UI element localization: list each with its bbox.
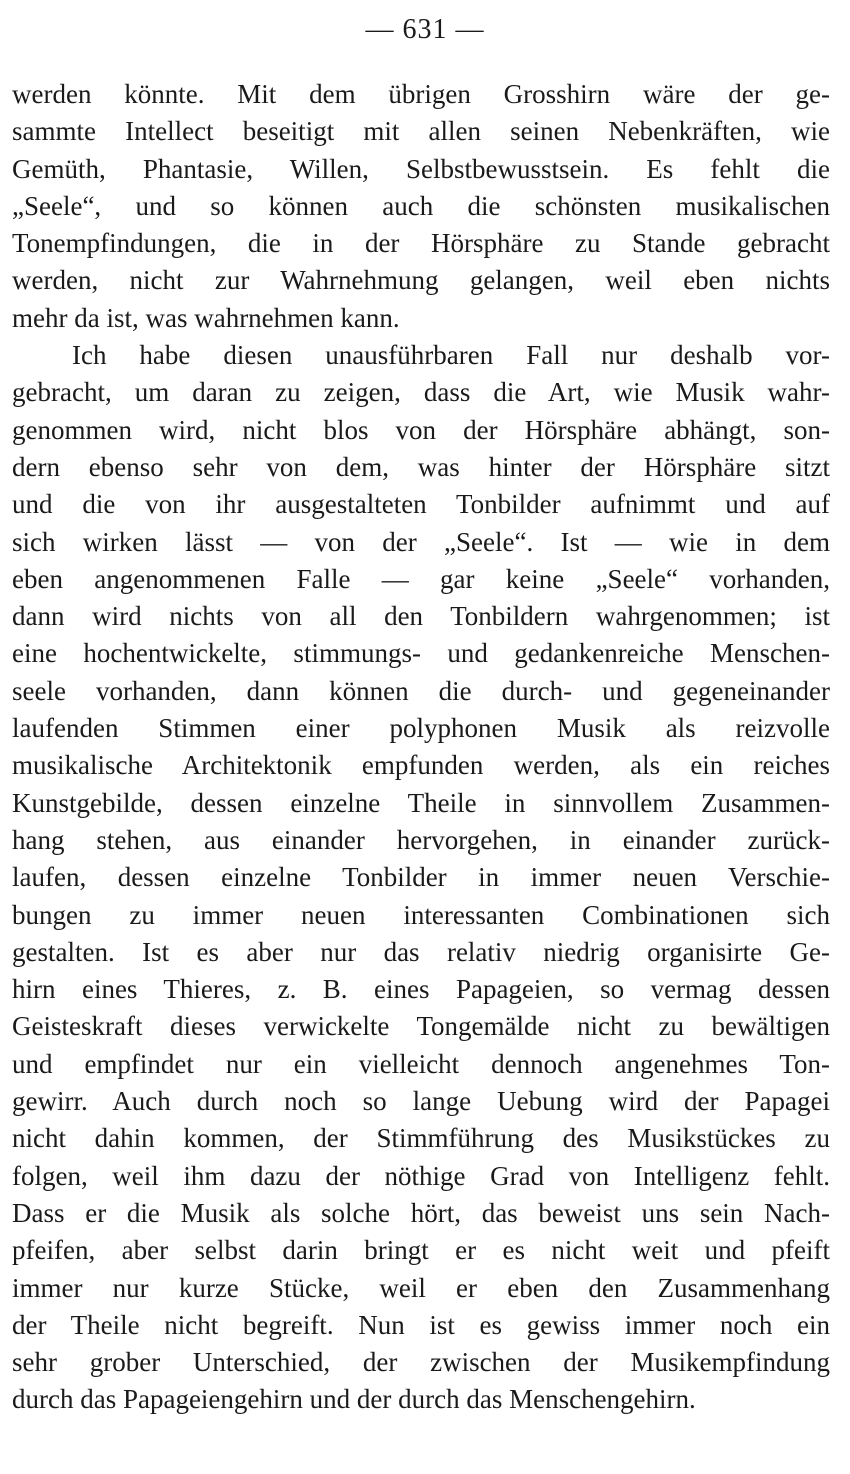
text-line: mehr da ist, was wahrnehmen kann. <box>12 302 400 333</box>
text-line: Gemüth, Phantasie, Willen, Selbstbewusstsein. Es fehlt die <box>12 153 830 184</box>
text-line: und die von ihr ausgestalteten Tonbilder aufnimmt und auf <box>12 489 830 520</box>
text-line: gestalten. Ist es aber nur das relativ niedrig organisirte Ge- <box>12 936 830 967</box>
text-line: gebracht, um daran zu zeigen, dass die Art, wie Musik wahr- <box>12 377 830 408</box>
text-line: sammte Intellect beseitigt mit allen seinen Nebenkräften, wie <box>12 116 830 147</box>
text-line: werden könnte. Mit dem übrigen Grosshirn wäre der ge- <box>12 79 830 109</box>
text-line: der Theile nicht begreift. Nun ist es gewiss immer noch ein <box>12 1309 830 1340</box>
text-line: Kunstgebilde, dessen einzelne Theile in sinnvollem Zusammen- <box>12 787 830 818</box>
text-line: musikalische Architektonik empfunden werden, als ein reiches <box>12 750 830 781</box>
text-line: eben angenommenen Falle — gar keine „Seele“ vorhanden, <box>12 563 830 594</box>
text-line: folgen, weil ihm dazu der nöthige Grad von Intelligenz fehlt. <box>12 1160 830 1191</box>
paragraph-first-line: Ich habe diesen unausführbaren Fall nur deshalb vor- <box>72 340 830 371</box>
text-line: laufen, dessen einzelne Tonbilder in immer neuen Verschie- <box>12 862 830 893</box>
text-line: durch das Papageiengehirn und der durch das Menschengehirn. <box>12 1384 696 1415</box>
text-line: laufenden Stimmen einer polyphonen Musik als reizvolle <box>12 713 830 744</box>
text-line: Tonempfindungen, die in der Hörsphäre zu Stande gebracht <box>12 228 830 259</box>
text-line: dern ebenso sehr von dem, was hinter der Hörsphäre sitzt <box>12 451 830 482</box>
text-line: genommen wird, nicht blos von der Hörsphäre abhängt, son- <box>12 414 830 445</box>
text-line: immer nur kurze Stücke, weil er eben den Zusammenhang <box>12 1272 830 1303</box>
text-line: hirn eines Thieres, z. B. eines Papageien, so vermag dessen <box>12 974 830 1005</box>
text-line: gewirr. Auch durch noch so lange Uebung wird der Papagei <box>12 1086 830 1117</box>
text-line: sehr grober Unterschied, der zwischen der Musikempfindung <box>12 1347 830 1378</box>
text-line: dann wird nichts von all den Tonbildern wahrgenommen; ist <box>12 601 830 632</box>
text-line: seele vorhanden, dann können die durch- und gegeneinander <box>12 675 830 706</box>
text-line: „Seele“, und so können auch die schönsten musikalischen <box>12 190 830 221</box>
text-line: pfeifen, aber selbst darin bringt er es nicht weit und pfeift <box>12 1235 830 1266</box>
text-line: sich wirken lässt — von der „Seele“. Ist — wie in dem <box>12 526 830 557</box>
text-line: nicht dahin kommen, der Stimmführung des Musikstückes zu <box>12 1123 830 1154</box>
text-line: eine hochentwickelte, stimmungs- und gedankenreiche Menschen- <box>12 638 830 669</box>
text-line: bungen zu immer neuen interessanten Combinationen sich <box>12 899 830 930</box>
text-line: werden, nicht zur Wahrnehmung gelangen, weil eben nichts <box>12 265 830 296</box>
text-line: und empfindet nur ein vielleicht dennoch angenehmes Ton- <box>12 1048 830 1079</box>
page-number: — 631 — <box>365 14 485 45</box>
text-line: Dass er die Musik als solche hört, das beweist uns sein Nach- <box>12 1197 830 1228</box>
text-line: Geisteskraft dieses verwickelte Tongemälde nicht zu bewältigen <box>12 1011 830 1042</box>
body-text <box>12 76 830 1419</box>
text-line: hang stehen, aus einander hervorgehen, in einander zurück- <box>12 824 830 855</box>
